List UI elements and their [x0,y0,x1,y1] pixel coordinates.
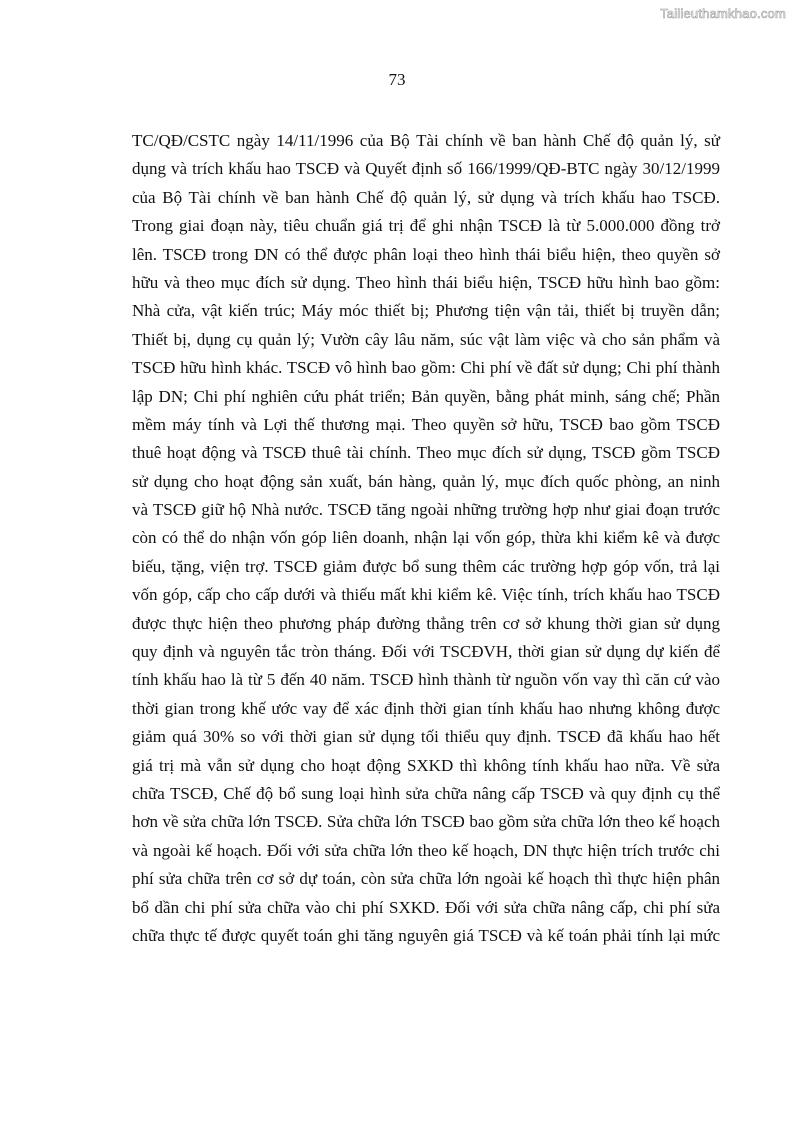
text-line: hữu và theo mục đích sử dụng. Theo hình thái biểu hiện, TSCĐ hữu hình bao gồm: [132,272,720,292]
text-line: tính khấu hao là từ 5 đến 40 năm. TSCĐ hình thành từ nguồn vốn vay thì căn cứ vào [132,670,720,690]
text-line: hơn về sửa chữa lớn TSCĐ. Sửa chữa lớn TSCĐ bao gồm sửa chữa lớn theo kế hoạch [132,812,720,832]
text-line: được thực hiện theo phương pháp đường thẳng trên cơ sở khung thời gian sử dụng [132,613,720,633]
text-line: biếu, tặng, viện trợ. TSCĐ giảm được bổ sung thêm các trường hợp góp vốn, trả lại [132,556,720,576]
text-line: Nhà cửa, vật kiến trúc; Máy móc thiết bị; Phương tiện vận tải, thiết bị truyền dẫn; [132,301,720,321]
text-line: và TSCĐ giữ hộ Nhà nước. TSCĐ tăng ngoài những trường hợp như giai đoạn trước [132,500,720,520]
text-line: thuê hoạt động và TSCĐ thuê tài chính. Theo mục đích sử dụng, TSCĐ gồm TSCĐ [132,443,720,463]
text-line: bổ dần chi phí sửa chữa vào chi phí SXKD. Đối với sửa chữa nâng cấp, chi phí sửa [132,897,720,917]
text-line: chữa thực tế được quyết toán ghi tăng nguyên giá TSCĐ và kế toán phải tính lại mức [132,925,720,945]
text-line: dụng và trích khấu hao TSCĐ và Quyết định số 166/1999/QĐ-BTC ngày 30/12/1999 [132,159,720,179]
text-line: lập DN; Chi phí nghiên cứu phát triển; Bản quyền, bằng phát minh, sáng chế; Phần [132,386,720,406]
text-line: TSCĐ hữu hình khác. TSCĐ vô hình bao gồm: Chi phí về đất sử dụng; Chi phí thành [132,358,720,378]
body-paragraph [132,127,720,950]
text-line: Trong giai đoạn này, tiêu chuẩn giá trị để ghi nhận TSCĐ là từ 5.000.000 đồng trở [132,216,720,236]
text-line: chữa TSCĐ, Chế độ bổ sung loại hình sửa chữa nâng cấp TSCĐ và quy định cụ thể [132,783,720,803]
text-line: phí sửa chữa trên cơ sở dự toán, còn sửa chữa lớn ngoài kế hoạch thì thực hiện phân [132,869,720,889]
text-line: của Bộ Tài chính về ban hành Chế độ quản lý, sử dụng và trích khấu hao TSCĐ. [132,187,720,207]
text-line: mềm máy tính và Lợi thế thương mại. Theo quyền sở hữu, TSCĐ bao gồm TSCĐ [132,414,720,434]
text-line: sử dụng cho hoạt động sản xuất, bán hàng, quản lý, mục đích quốc phòng, an ninh [132,471,720,491]
text-line: giảm quá 30% so với thời gian sử dụng tối thiểu quy định. TSCĐ đã khấu hao hết [132,727,720,747]
text-line: thời gian trong khế ước vay để xác định thời gian tính khấu hao nhưng không được [132,698,720,718]
text-line: quy định và nguyên tắc tròn tháng. Đối với TSCĐVH, thời gian sử dụng dự kiến để [132,642,720,662]
watermark: Tailieuthamkhao.com [660,6,786,21]
text-line: TC/QĐ/CSTC ngày 14/11/1996 của Bộ Tài chính về ban hành Chế độ quản lý, sử [132,131,720,150]
text-line: vốn góp, cấp cho cấp dưới và thiếu mất khi kiểm kê. Việc tính, trích khấu hao TSCĐ [132,585,720,605]
text-line: giá trị mà vẫn sử dụng cho hoạt động SXKD thì không tính khấu hao nữa. Về sửa [132,755,720,775]
text-line: và ngoài kế hoạch. Đối với sửa chữa lớn theo kế hoạch, DN thực hiện trích trước chi [132,840,720,860]
text-line: lên. TSCĐ trong DN có thể được phân loại theo hình thái biểu hiện, theo quyền sở [132,244,720,264]
text-line: Thiết bị, dụng cụ quản lý; Vườn cây lâu năm, súc vật làm việc và cho sản phẩm và [132,329,720,349]
text-line: còn có thể do nhận vốn góp liên doanh, nhận lại vốn góp, thừa khi kiểm kê và được [132,528,720,548]
page-number: 73 [388,70,406,89]
